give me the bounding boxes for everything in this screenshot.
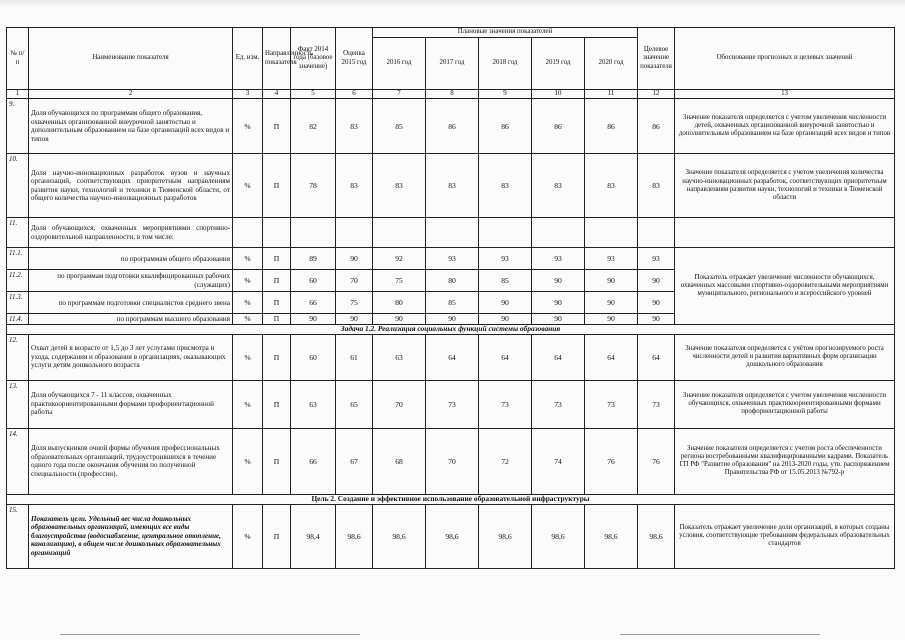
- value-cell: 66: [291, 292, 336, 314]
- row-number: 10.: [7, 154, 29, 218]
- value-cell: 98,6: [532, 504, 585, 568]
- column-number: 9: [479, 90, 532, 99]
- value-cell: 83: [638, 154, 675, 218]
- column-number: 8: [426, 90, 479, 99]
- row-number: 11.: [7, 218, 29, 248]
- justification-cell: Значение показателя определяется с учетом увеличения количества научно-инновационных разработок, соответствующих приоритетным направлениям развития науки, технологий и техники в Тюменской области: [675, 154, 895, 218]
- value-cell: 93: [426, 248, 479, 270]
- header-fact-2014: Факт 2014 года (базовое значение): [291, 28, 336, 90]
- row-number: 15.: [7, 504, 29, 568]
- scan-edge-line: [60, 634, 360, 635]
- column-number: 5: [291, 90, 336, 99]
- column-number: 3: [233, 90, 263, 99]
- value-cell: 64: [638, 334, 675, 380]
- value-cell: 86: [426, 99, 479, 154]
- value-cell: 63: [373, 334, 426, 380]
- row-number: 14.: [7, 428, 29, 494]
- value-cell: 70: [373, 380, 426, 428]
- value-cell: 86: [532, 99, 585, 154]
- section-row: [7, 494, 895, 504]
- value-cell: 90: [426, 314, 479, 324]
- value-cell: 83: [336, 99, 373, 154]
- direction-cell: П: [263, 99, 291, 154]
- value-cell: 70: [426, 428, 479, 494]
- row-number: 11.4.: [7, 314, 29, 324]
- value-cell: 73: [532, 380, 585, 428]
- value-cell: 75: [336, 292, 373, 314]
- header-year: 2019 год: [532, 38, 585, 90]
- value-cell: 67: [336, 428, 373, 494]
- value-cell: 90: [479, 292, 532, 314]
- header-year: 2020 год: [585, 38, 638, 90]
- value-cell: 98,6: [638, 504, 675, 568]
- unit-cell: %: [233, 428, 263, 494]
- value-cell: 90: [638, 270, 675, 292]
- value-cell: 74: [532, 428, 585, 494]
- value-cell: 90: [638, 314, 675, 324]
- value-cell: 90: [585, 292, 638, 314]
- value-cell: 93: [585, 248, 638, 270]
- indicators-table: [6, 27, 895, 569]
- row-number: 9.: [7, 99, 29, 154]
- direction-cell: П: [263, 504, 291, 568]
- table-row: [7, 248, 895, 270]
- justification-cell: Показатель отражает увеличение доли организаций, в которых созданы условия, соответствующие требованиям федеральных образовательных стандартов: [675, 504, 895, 568]
- justification-cell: Значение показателя определяется с учетом увеличения численности детей, охваченных организованной внеурочной занятостью и дополнительным образованием на базе организаций всех видов и типов: [675, 99, 895, 154]
- value-cell: 73: [585, 380, 638, 428]
- row-number: 11.3.: [7, 292, 29, 314]
- value-cell: 98,4: [291, 504, 336, 568]
- table-row: [7, 154, 895, 218]
- value-cell: 98,6: [585, 504, 638, 568]
- section-heading-goal: Цель 2. Создание и эффективное использование образовательной инфраструктуры: [7, 494, 895, 504]
- value-cell: 63: [291, 380, 336, 428]
- direction-cell: П: [263, 270, 291, 292]
- indicator-name: по программам подготовки квалифицированных рабочих (служащих): [29, 270, 233, 292]
- value-cell: 82: [291, 99, 336, 154]
- row-number: 11.1.: [7, 248, 29, 270]
- unit-cell: %: [233, 292, 263, 314]
- section-heading-task: Задача 1.2. Реализация социальных функций системы образования: [7, 324, 895, 334]
- value-cell: 61: [336, 334, 373, 380]
- value-cell: 90: [532, 270, 585, 292]
- value-cell: 90: [532, 292, 585, 314]
- indicator-name: Охват детей в возрасте от 1,5 до 3 лет услугами присмотра и ухода, содержания и образования в организациях, оказывающих услуги детям дошкольного возраста: [29, 334, 233, 380]
- justification-cell: Значение показателя определяется с учетом увеличения численности обучающихся, охваченных практикоориентированными формами профориентационной работы: [675, 380, 895, 428]
- value-cell: 93: [638, 248, 675, 270]
- unit-cell: %: [233, 314, 263, 324]
- header-direction: Направленность показателя: [263, 28, 291, 90]
- value-cell: 90: [291, 314, 336, 324]
- column-number: 12: [638, 90, 675, 99]
- header-year: 2017 год: [426, 38, 479, 90]
- value-cell: 86: [479, 99, 532, 154]
- value-cell: 86: [638, 99, 675, 154]
- value-cell: 90: [585, 270, 638, 292]
- column-number: 10: [532, 90, 585, 99]
- column-number: 13: [675, 90, 895, 99]
- value-cell: 72: [479, 428, 532, 494]
- value-cell: 80: [426, 270, 479, 292]
- value-cell: 89: [291, 248, 336, 270]
- indicator-name: Доля обучающихся, охваченных мероприятиями спортивно-оздоровительной направленности, в том числе:: [29, 218, 233, 248]
- value-cell: 83: [373, 154, 426, 218]
- column-number: 1: [7, 90, 29, 99]
- table-row: [7, 218, 895, 248]
- indicator-name: Доля выпускников очной формы обучения профессиональных образовательных организаций, трудоустроившихся в течение одного года после окончания обучения по полученной специальности (профессии).: [29, 428, 233, 494]
- value-cell: 85: [479, 270, 532, 292]
- value-cell: 98,6: [336, 504, 373, 568]
- direction-cell: П: [263, 334, 291, 380]
- value-cell: 85: [426, 292, 479, 314]
- row-number: 11.2.: [7, 270, 29, 292]
- value-cell: 83: [336, 154, 373, 218]
- value-cell: 66: [291, 428, 336, 494]
- indicator-name: Показатель цели. Удельный вес числа дошкольных образовательных организаций, имеющих все виды благоустройства (водоснабжение, центральное отопление, канализацию), в общем числе дошкольных образовательных организаций: [29, 504, 233, 568]
- scan-edge-line: [620, 634, 820, 635]
- value-cell: 83: [479, 154, 532, 218]
- value-cell: 90: [585, 314, 638, 324]
- value-cell: 98,6: [426, 504, 479, 568]
- indicator-name: Доля обучающихся по программам общего образования, охваченных организованной внеурочной занятостью и дополнительным образованием на базе организаций всех видов и типов: [29, 99, 233, 154]
- scan-edge-shadow: [0, 0, 905, 8]
- value-cell: 64: [479, 334, 532, 380]
- table-row: [7, 504, 895, 568]
- header-planned-values: Плановые значения показателей: [373, 28, 638, 38]
- value-cell: 60: [291, 334, 336, 380]
- unit-cell: %: [233, 334, 263, 380]
- row-number: 12.: [7, 334, 29, 380]
- table-row: [7, 99, 895, 154]
- indicator-name: по программам высшего образования: [29, 314, 233, 324]
- value-cell: 90: [373, 314, 426, 324]
- justification-cell: Значение показателя определяется с учетом роста обеспеченности региона востребованными квалифицированными кадрами. Показатель ГП РФ "Развитие образования" на 2013-2020 годы, утв. распоряжением Правительства РФ от 15.05.2013 №792-р: [675, 428, 895, 494]
- value-cell: 83: [426, 154, 479, 218]
- header-year: 2016 год: [373, 38, 426, 90]
- value-cell: 73: [479, 380, 532, 428]
- row-number: 13.: [7, 380, 29, 428]
- value-cell: 70: [336, 270, 373, 292]
- column-number: 6: [336, 90, 373, 99]
- header-year: 2018 год: [479, 38, 532, 90]
- column-number-row: [7, 90, 895, 99]
- value-cell: 73: [426, 380, 479, 428]
- value-cell: 73: [638, 380, 675, 428]
- table-row: [7, 428, 895, 494]
- value-cell: 93: [479, 248, 532, 270]
- unit-cell: %: [233, 504, 263, 568]
- value-cell: 90: [638, 292, 675, 314]
- value-cell: 85: [373, 99, 426, 154]
- indicator-name: по программам общего образования: [29, 248, 233, 270]
- justification-cell: Показатель отражает увеличение численности обучающихся, охваченных массовыми спортивно-оздоровительными мероприятиями муниципального, регионального и всероссийского уровней: [675, 248, 895, 324]
- direction-cell: П: [263, 248, 291, 270]
- unit-cell: %: [233, 380, 263, 428]
- indicator-name: Доля обучающихся 7 - 11 классов, охваченных практикоориентированными формами профориентационной работы: [29, 380, 233, 428]
- unit-cell: %: [233, 99, 263, 154]
- table-row: [7, 334, 895, 380]
- header-justification: Обоснование прогнозных и целевых значений: [675, 28, 895, 90]
- header-estimate-2015: Оценка 2015 год: [336, 28, 373, 90]
- value-cell: 78: [291, 154, 336, 218]
- value-cell: 80: [373, 292, 426, 314]
- header-target-value: Целевое значение показателя: [638, 28, 675, 90]
- direction-cell: П: [263, 428, 291, 494]
- value-cell: 68: [373, 428, 426, 494]
- direction-cell: П: [263, 154, 291, 218]
- section-row: [7, 324, 895, 334]
- unit-cell: %: [233, 270, 263, 292]
- value-cell: 90: [532, 314, 585, 324]
- column-number: 7: [373, 90, 426, 99]
- value-cell: 65: [336, 380, 373, 428]
- value-cell: 64: [585, 334, 638, 380]
- indicator-name: Доля научно-инновационных разработок вузов и научных организаций, соответствующих приоритетным направлениям развития науки, технологий и техники в Тюменской области, от общего количества научно-инновационных разработок: [29, 154, 233, 218]
- value-cell: 86: [585, 99, 638, 154]
- value-cell: 60: [291, 270, 336, 292]
- value-cell: 92: [373, 248, 426, 270]
- table-row: [7, 380, 895, 428]
- value-cell: 98,6: [373, 504, 426, 568]
- value-cell: 83: [532, 154, 585, 218]
- direction-cell: П: [263, 292, 291, 314]
- value-cell: 93: [532, 248, 585, 270]
- value-cell: 64: [426, 334, 479, 380]
- column-number: 4: [263, 90, 291, 99]
- column-number: 11: [585, 90, 638, 99]
- value-cell: 76: [638, 428, 675, 494]
- direction-cell: П: [263, 380, 291, 428]
- unit-cell: %: [233, 248, 263, 270]
- value-cell: 75: [373, 270, 426, 292]
- value-cell: 83: [585, 154, 638, 218]
- value-cell: 98,6: [479, 504, 532, 568]
- value-cell: 76: [585, 428, 638, 494]
- justification-cell: Значение показателя определяется с учётом прогнозируемого роста численности детей и развития вариативных форм организации дошкольного образования: [675, 334, 895, 380]
- value-cell: 90: [479, 314, 532, 324]
- indicator-name: по программам подготовки специалистов среднего звена: [29, 292, 233, 314]
- value-cell: 64: [532, 334, 585, 380]
- value-cell: 90: [336, 248, 373, 270]
- header-number: № п/п: [7, 28, 29, 90]
- value-cell: 90: [336, 314, 373, 324]
- column-number: 2: [29, 90, 233, 99]
- direction-cell: П: [263, 314, 291, 324]
- header-unit: Ед. изм.: [233, 28, 263, 90]
- header-indicator-name: Наименование показателя: [29, 28, 233, 90]
- unit-cell: %: [233, 154, 263, 218]
